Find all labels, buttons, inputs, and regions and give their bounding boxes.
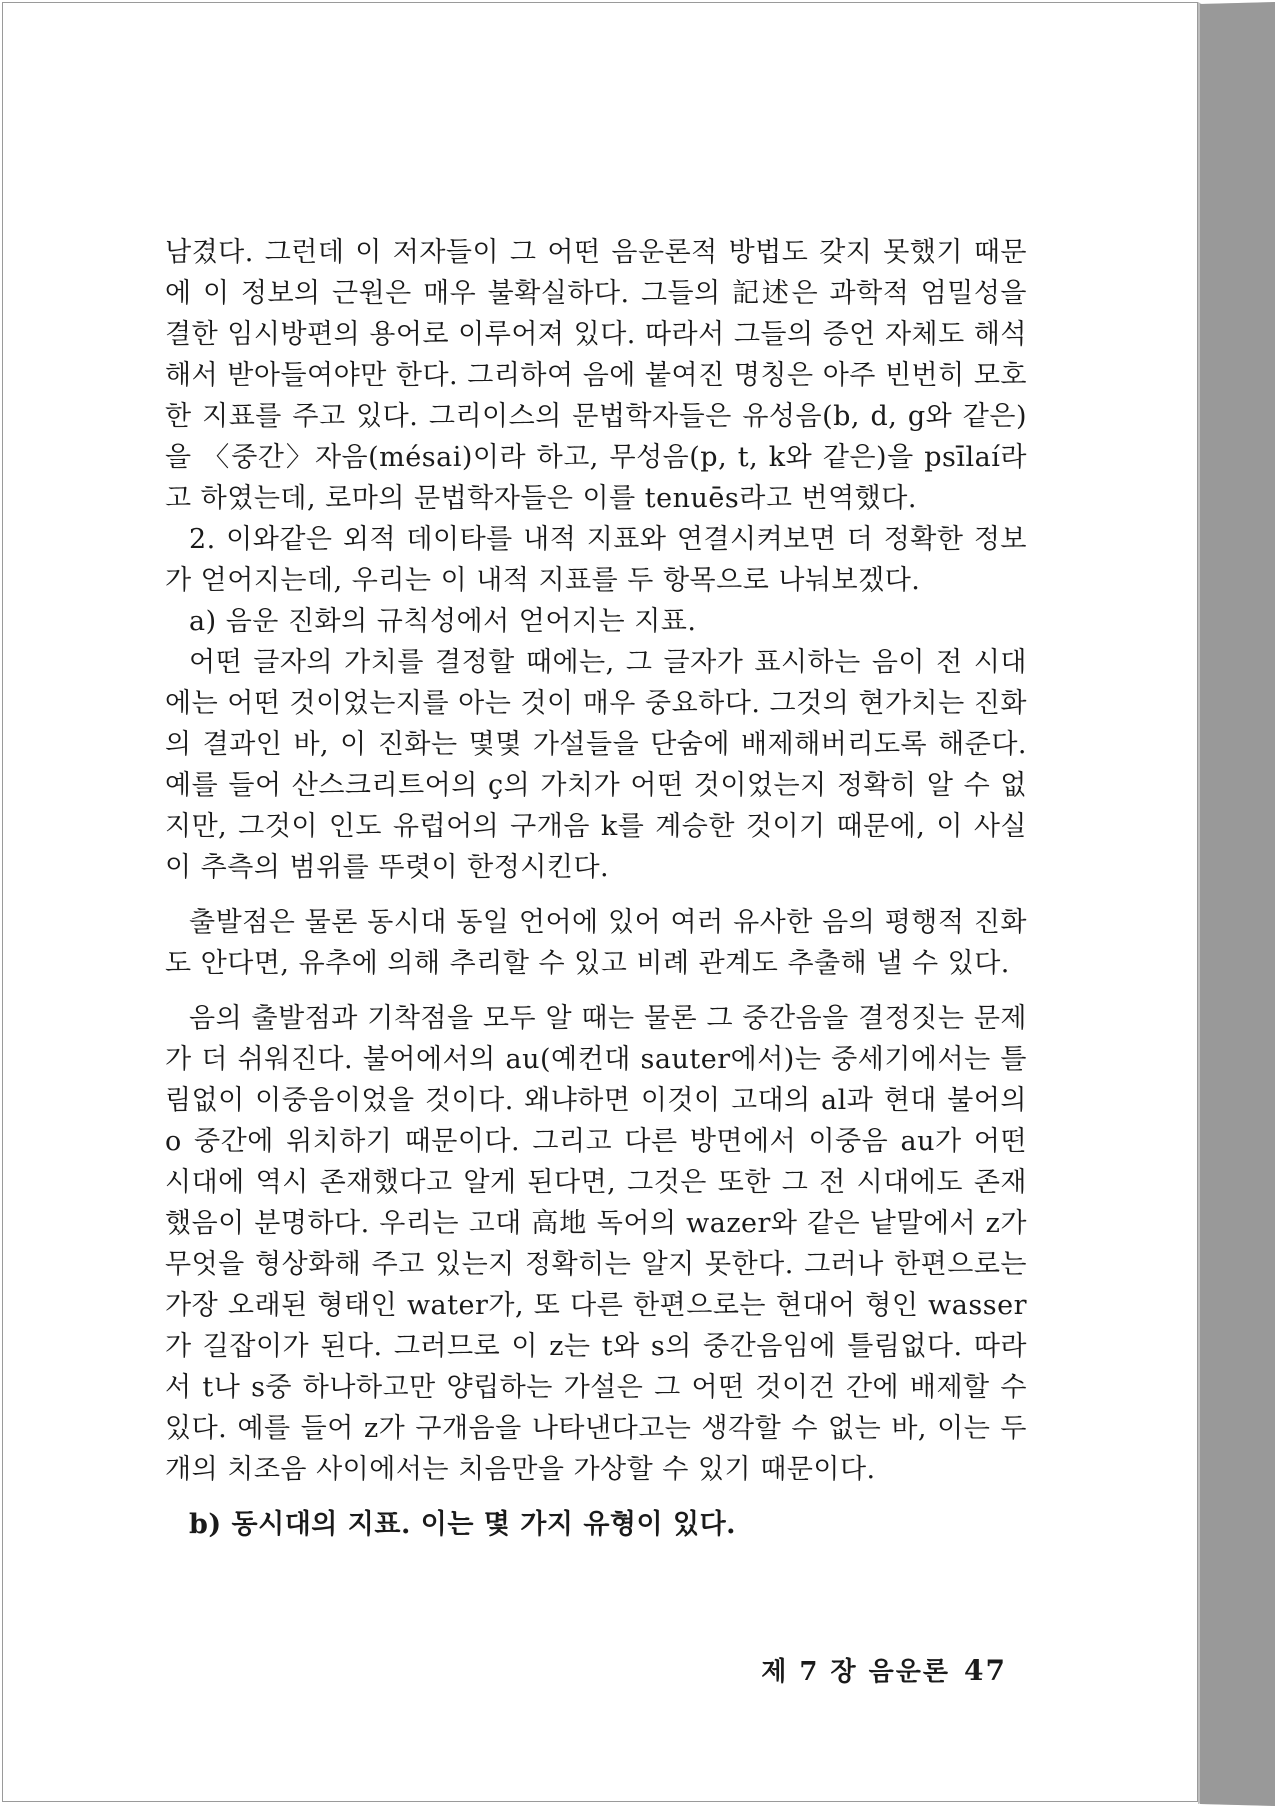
page-footer bbox=[761, 1651, 1007, 1688]
paragraph-1: 남겼다. 그런데 이 저자들이 그 어떤 음운론적 방법도 갖지 못했기 때문에 이 정보의 근원은 매우 불확실하다. 그들의 記述은 과학적 엄밀성을 결한 임시방편의 용어로 이루어져 있다. 따라서 그들의 증언 자체도 해석해서 받아들여야만 한다. 그리하여 음에 붙여진 명칭은 아주 빈번히 모호한 지표를 주고 있다. 그리이스의 문법학자들은 유성음(b, d, g와 같은)을 〈중간〉자음(mésai)이라 하고, 무성음(p, t, k와 같은)을 psīlaí라고 하였는데, 로마의 문법학자들은 이를 tenuēs라고 번역했다. bbox=[165, 237, 1027, 514]
paragraph-5: 음의 출발점과 기착점을 모두 알 때는 물론 그 중간음을 결정짓는 문제가 더 쉬워진다. 불어에서의 au(예컨대 sauter에서)는 중세기에서는 틀림없이 이중음이었을 것이다. 왜냐하면 이것이 고대의 al과 현대 불어의 o 중간에 위치하기 때문이다. 그리고 다른 방면에서 이중음 au가 어떤 시대에 역시 존재했다고 알게 된다면, 그것은 또한 그 전 시대에도 존재했음이 분명하다. 우리는 고대 高地 독어의 wazer와 같은 낱말에서 z가 무엇을 형상화해 주고 있는지 정확히는 알지 못한다. 그러나 한편으로는 가장 오래된 형태인 water가, 또 다른 한편으로는 현대어 형인 wasser가 길잡이가 된다. 그러므로 이 z는 t와 s의 중간음임에 틀림없다. 따라서 t나 s중 하나하고만 양립하는 가설은 그 어떤 것이건 간에 배제할 수 있다. 예를 들어 z가 구개음을 나타낸다고는 생각할 수 없는 바, 이는 두 개의 치조음 사이에서는 치음만을 가상할 수 있기 때문이다. bbox=[165, 1003, 1027, 1485]
spine-face-right bbox=[1200, 2, 1275, 1806]
chapter-title: 제 7 장 음운론 bbox=[761, 1657, 951, 1687]
paragraph-2: 2. 이와같은 외적 데이타를 내적 지표와 연결시켜보면 더 정확한 정보가 얻어지는데, 우리는 이 내적 지표를 두 항목으로 나눠보겠다. bbox=[165, 524, 1027, 596]
page-number: 47 bbox=[964, 1654, 1007, 1687]
paragraph-4: 출발점은 물론 동시대 동일 언어에 있어 여러 유사한 음의 평행적 진화도 안다면, 유추에 의해 추리할 수 있고 비례 관계도 추출해 낼 수 있다. bbox=[165, 907, 1027, 979]
section-heading-a: a) 음운 진화의 규칙성에서 얻어지는 지표. bbox=[189, 606, 697, 637]
body-text bbox=[165, 232, 1027, 1545]
paragraph-3: 어떤 글자의 가치를 결정할 때에는, 그 글자가 표시하는 음이 전 시대에는 어떤 것이었는지를 아는 것이 매우 중요하다. 그것의 현가치는 진화의 결과인 바, 이 진화는 몇몇 가설들을 단숨에 배제해버리도록 해준다. 예를 들어 산스크리트어의 ç의 가치가 어떤 것이었는지 정확히 알 수 없지만, 그것이 인도 유럽어의 구개음 k를 계승한 것이기 때문에, 이 사실이 추측의 범위를 뚜렷이 한정시킨다. bbox=[165, 647, 1027, 883]
section-heading-b: b) 동시대의 지표. 이는 몇 가지 유형이 있다. bbox=[189, 1509, 737, 1540]
